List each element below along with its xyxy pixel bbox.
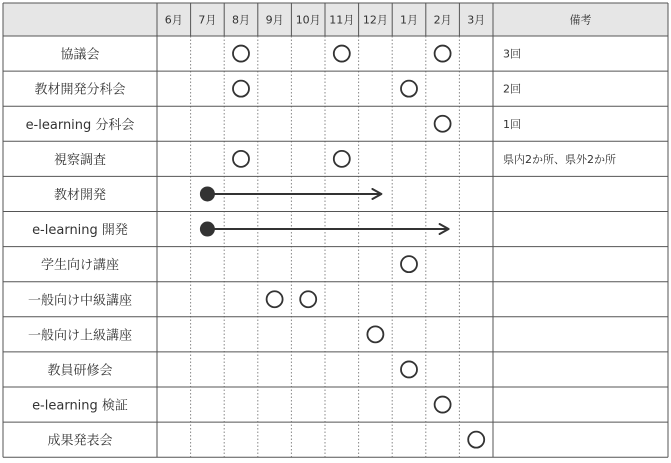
row-label: 教材開発分科会 — [34, 82, 126, 98]
row-label: 成果発表会 — [47, 433, 113, 449]
schedule-circle-mark — [435, 116, 451, 132]
row-label: 協議会 — [60, 47, 100, 63]
header-month-label: 7月 — [198, 13, 217, 27]
schedule-circle-mark — [300, 291, 316, 307]
schedule-circle-mark — [435, 46, 451, 62]
schedule-circle-mark — [367, 326, 383, 342]
header-month-label: 11月 — [329, 13, 355, 27]
header-month-label: 6月 — [164, 13, 183, 27]
row-remark: 1回 — [503, 117, 521, 131]
row-label: e-learning 分科会 — [25, 117, 135, 133]
row-label: 教材開発 — [53, 187, 107, 203]
schedule-start-dot — [200, 186, 215, 201]
schedule-circle-mark — [401, 256, 417, 272]
schedule-circle-mark — [233, 46, 249, 62]
row-label: 学生向け講座 — [40, 258, 120, 274]
row-label: 視察調査 — [53, 152, 107, 168]
header-month-label: 3月 — [467, 13, 486, 27]
header-month-label: 1月 — [400, 13, 418, 27]
schedule-circle-mark — [233, 81, 249, 97]
schedule-start-dot — [200, 222, 215, 237]
schedule-circle-mark — [267, 291, 283, 307]
header-remarks-label: 備考 — [569, 13, 592, 27]
row-label: 教員研修会 — [47, 363, 113, 379]
row-label: 一般向け中級講座 — [27, 293, 133, 309]
row-label: 一般向け上級講座 — [27, 328, 133, 344]
schedule-circle-mark — [468, 432, 484, 448]
row-remark: 2回 — [503, 82, 521, 96]
row-remark: 県内2か所、県外2か所 — [503, 152, 616, 166]
schedule-circle-mark — [334, 151, 350, 167]
header-month-label: 9月 — [265, 13, 284, 27]
schedule-circle-mark — [401, 361, 417, 377]
row-remark: 3回 — [503, 47, 521, 61]
header-month-label: 8月 — [232, 13, 250, 27]
schedule-circle-mark — [233, 151, 249, 167]
header-month-label: 10月 — [295, 13, 321, 27]
row-label: e-learning 検証 — [32, 398, 128, 414]
header-month-label: 2月 — [433, 13, 452, 27]
schedule-circle-mark — [401, 81, 417, 97]
schedule-circle-mark — [334, 46, 350, 62]
schedule-circle-mark — [435, 397, 451, 413]
row-label: e-learning 開発 — [32, 223, 128, 239]
header-month-label: 12月 — [362, 13, 388, 27]
